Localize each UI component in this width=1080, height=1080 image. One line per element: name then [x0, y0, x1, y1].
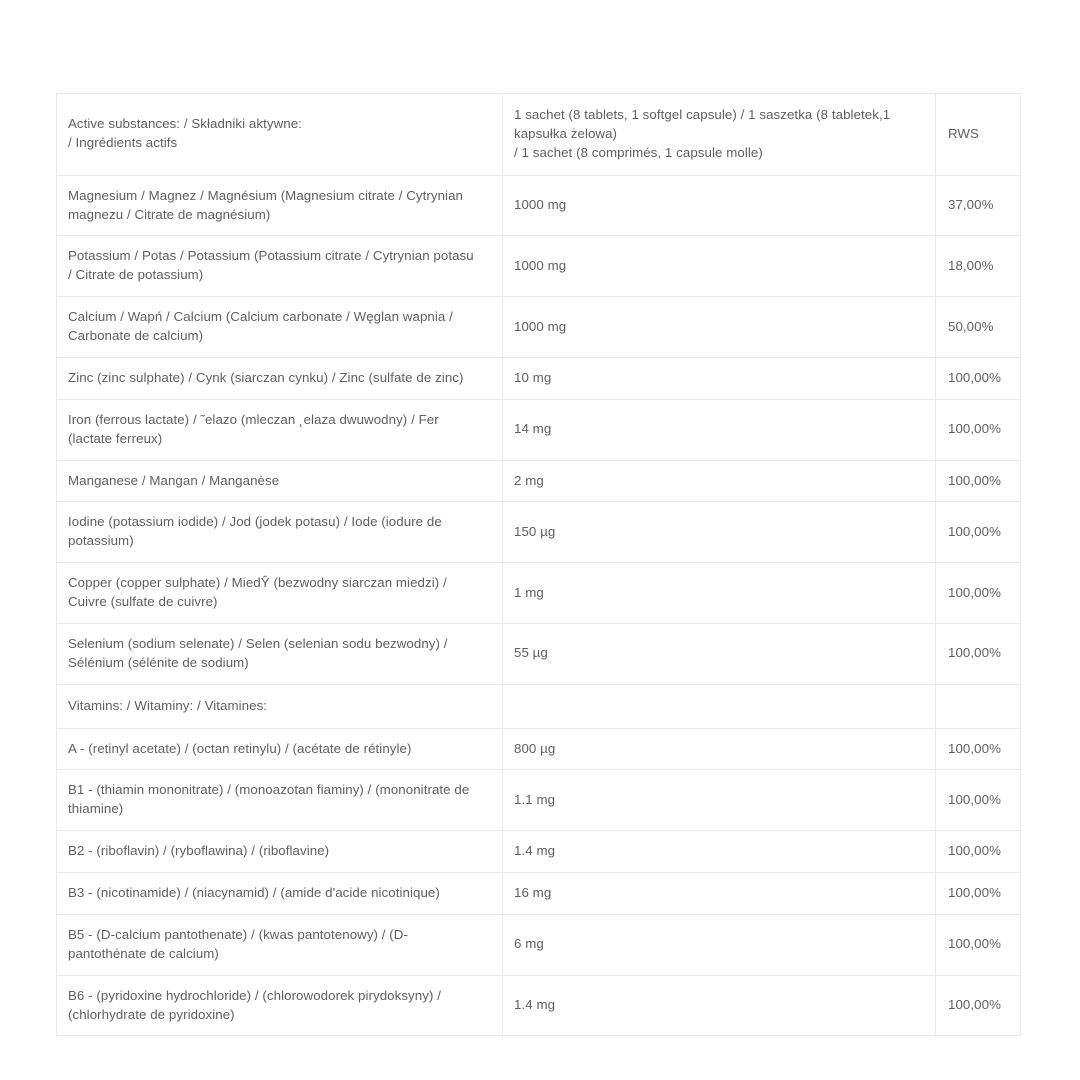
ingredient-amount: 1000 mg	[503, 175, 936, 236]
ingredient-amount: 1000 mg	[503, 297, 936, 358]
ingredient-rws: 100,00%	[936, 873, 1021, 915]
ingredient-amount: 1 mg	[503, 563, 936, 624]
ingredient-rws: 100,00%	[936, 623, 1021, 684]
ingredient-rws: 100,00%	[936, 563, 1021, 624]
ingredient-name: Selenium (sodium selenate) / Selen (selenian sodu bezwodny) / Sélénium (sélénite de sodium)	[57, 623, 503, 684]
column-header-rws: RWS	[936, 94, 1021, 176]
table-body	[57, 94, 1021, 1036]
table-row	[57, 297, 1021, 358]
ingredient-rws: 100,00%	[936, 502, 1021, 563]
table-row	[57, 975, 1021, 1036]
table-row	[57, 460, 1021, 502]
table-row	[57, 175, 1021, 236]
ingredient-amount	[503, 684, 936, 728]
column-header-active-substances: Active substances: / Składniki aktywne: / Ingrédients actifs	[57, 94, 503, 176]
table-row	[57, 770, 1021, 831]
table-section-row	[57, 684, 1021, 728]
ingredient-amount: 10 mg	[503, 357, 936, 399]
table-header-row	[57, 94, 1021, 176]
ingredient-rws: 100,00%	[936, 460, 1021, 502]
ingredient-amount: 1.4 mg	[503, 831, 936, 873]
ingredient-rws: 100,00%	[936, 914, 1021, 975]
ingredient-name: A - (retinyl acetate) / (octan retinylu) / (acétate de rétinyle)	[57, 728, 503, 770]
column-header-serving: 1 sachet (8 tablets, 1 softgel capsule) / 1 saszetka (8 tabletek,1 kapsułka żelowa) / 1 sachet (8 comprimés, 1 capsule molle)	[503, 94, 936, 176]
ingredient-rws: 37,00%	[936, 175, 1021, 236]
ingredient-rws: 100,00%	[936, 975, 1021, 1036]
ingredient-name: B6 - (pyridoxine hydrochloride) / (chlorowodorek pirydoksyny) / (chlorhydrate de pyridoxine)	[57, 975, 503, 1036]
ingredient-rws: 18,00%	[936, 236, 1021, 297]
ingredient-amount: 55 µg	[503, 623, 936, 684]
ingredient-name: Potassium / Potas / Potassium (Potassium citrate / Cytrynian potasu / Citrate de potassium)	[57, 236, 503, 297]
ingredient-amount: 1.1 mg	[503, 770, 936, 831]
ingredient-amount: 1.4 mg	[503, 975, 936, 1036]
ingredient-name: B3 - (nicotinamide) / (niacynamid) / (amide d'acide nicotinique)	[57, 873, 503, 915]
ingredient-rws: 100,00%	[936, 831, 1021, 873]
ingredient-name: Copper (copper sulphate) / MiedŶ (bezwodny siarczan miedzi) / Cuivre (sulfate de cuivre)	[57, 563, 503, 624]
ingredient-rws: 100,00%	[936, 770, 1021, 831]
ingredient-amount: 150 µg	[503, 502, 936, 563]
ingredient-name: B5 - (D-calcium pantothenate) / (kwas pantotenowy) / (D-pantothénate de calcium)	[57, 914, 503, 975]
nutrition-facts-table	[56, 93, 1021, 1036]
nutrition-table-viewport	[56, 93, 1020, 1022]
ingredient-amount: 14 mg	[503, 399, 936, 460]
ingredient-rws: 50,00%	[936, 297, 1021, 358]
table-row	[57, 831, 1021, 873]
ingredient-name: B2 - (riboflavin) / (ryboflawina) / (riboflavine)	[57, 831, 503, 873]
ingredient-name: Iron (ferrous lactate) / ˜elazo (mleczan ˛elaza dwuwodny) / Fer (lactate ferreux)	[57, 399, 503, 460]
ingredient-name: Zinc (zinc sulphate) / Cynk (siarczan cynku) / Zinc (sulfate de zinc)	[57, 357, 503, 399]
table-row	[57, 236, 1021, 297]
ingredient-rws: 100,00%	[936, 357, 1021, 399]
table-row	[57, 873, 1021, 915]
table-row	[57, 728, 1021, 770]
ingredient-name: Calcium / Wapń / Calcium (Calcium carbonate / Węglan wapnia / Carbonate de calcium)	[57, 297, 503, 358]
table-row	[57, 399, 1021, 460]
table-row	[57, 914, 1021, 975]
ingredient-name: Magnesium / Magnez / Magnésium (Magnesium citrate / Cytrynian magnezu / Citrate de magnésium)	[57, 175, 503, 236]
ingredient-amount: 16 mg	[503, 873, 936, 915]
table-row	[57, 563, 1021, 624]
ingredient-amount: 1000 mg	[503, 236, 936, 297]
table-row	[57, 502, 1021, 563]
ingredient-name: Vitamins: / Witaminy: / Vitamines:	[57, 684, 503, 728]
ingredient-name: Manganese / Mangan / Manganèse	[57, 460, 503, 502]
ingredient-amount: 800 µg	[503, 728, 936, 770]
ingredient-rws: 100,00%	[936, 728, 1021, 770]
table-row	[57, 623, 1021, 684]
table-row	[57, 357, 1021, 399]
ingredient-rws: 100,00%	[936, 399, 1021, 460]
ingredient-amount: 2 mg	[503, 460, 936, 502]
ingredient-rws	[936, 684, 1021, 728]
ingredient-amount: 6 mg	[503, 914, 936, 975]
ingredient-name: B1 - (thiamin mononitrate) / (monoazotan fiaminy) / (mononitrate de thiamine)	[57, 770, 503, 831]
ingredient-name: Iodine (potassium iodide) / Jod (jodek potasu) / Iode (iodure de potassium)	[57, 502, 503, 563]
